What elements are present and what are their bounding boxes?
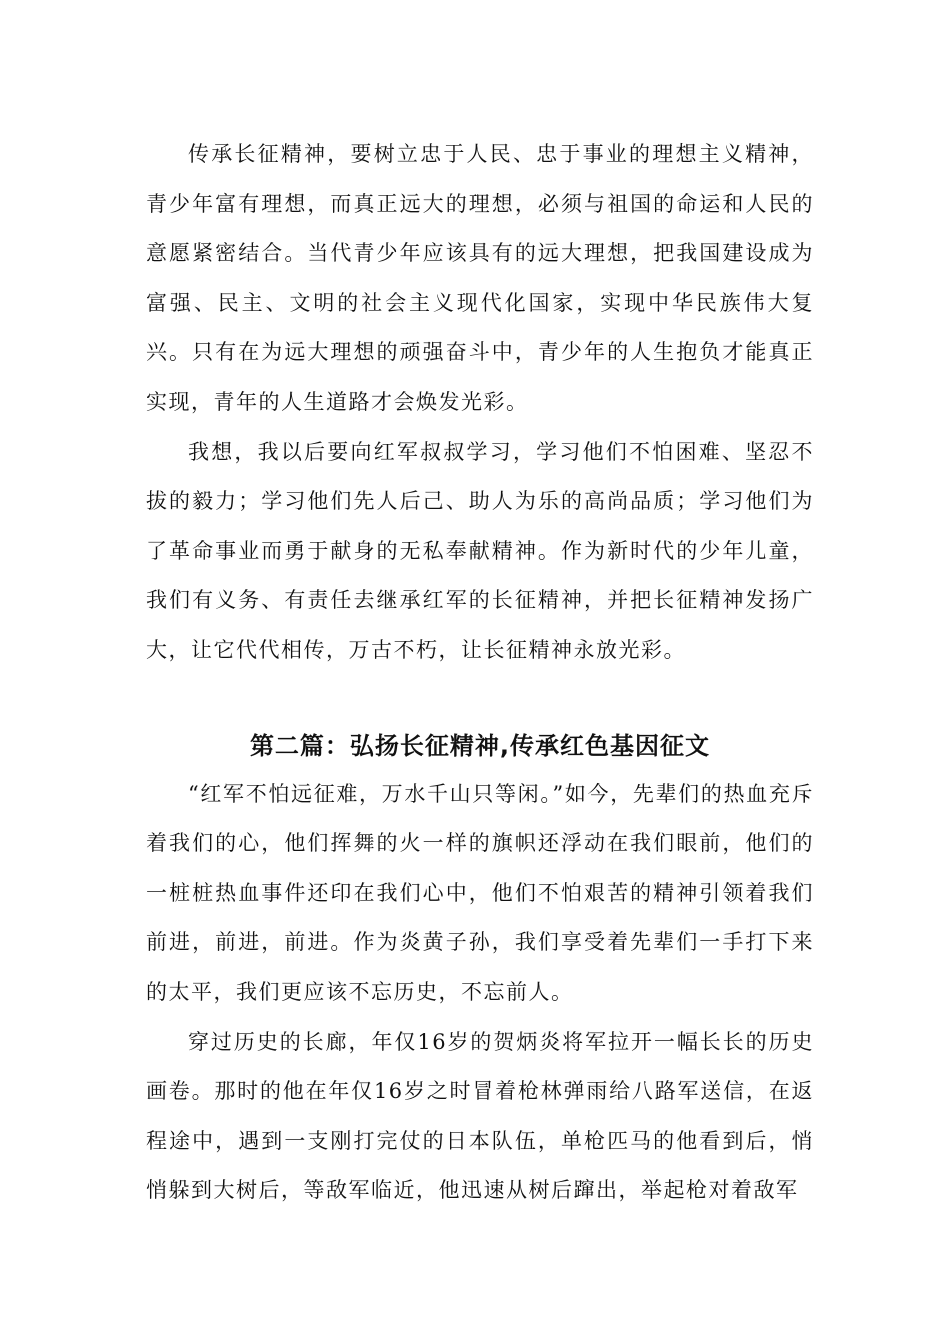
section-title: 第二篇：弘扬长征精神,传承红色基因征文 (249, 731, 711, 760)
document-body (146, 130, 814, 1216)
paragraph-he-binyan-story: 穿过历史的长廊，年仅16岁的贺炳炎将军拉开一幅长长的历史画卷。那时的他在年仅16岁之时冒着枪林弹雨给八路军送信，在返程途中，遇到一支刚打完仗的日本队伍，单枪匹马的他看到后，悄悄躲到大树后，等敌军临近，他迅速从树后蹿出，举起枪对着敌军 (146, 1029, 814, 1203)
paragraph-red-army-poem: “红军不怕远征难，万水千山只等闲。”如今，先辈们的热血充斥着我们的心，他们挥舞的火一样的旗帜还浮动在我们眼前，他们的一桩桩热血事件还印在我们心中，他们不怕艰苦的精神引领着我们前进，前进，前进。作为炎黄子孙，我们享受着先辈们一手打下来的太平，我们更应该不忘历史，不忘前人。 (146, 781, 814, 1004)
paragraph-ideal-spirit: 传承长征精神，要树立忠于人民、忠于事业的理想主义精神，青少年富有理想，而真正远大的理想，必须与祖国的命运和人民的意愿紧密结合。当代青少年应该具有的远大理想，把我国建设成为富强、民主、文明的社会主义现代化国家，实现中华民族伟大复兴。只有在为远大理想的顽强奋斗中，青少年的人生抱负才能真正实现，青年的人生道路才会焕发光彩。 (146, 142, 814, 414)
paragraph-learn-from-red-army: 我想，我以后要向红军叔叔学习，学习他们不怕困难、坚忍不拔的毅力；学习他们先人后己、助人为乐的高尚品质；学习他们为了革命事业而勇于献身的无私奉献精神。作为新时代的少年儿童，我们有义务、有责任去继承红军的长征精神，并把长征精神发扬广大，让它代代相传，万古不朽，让长征精神永放光彩。 (146, 439, 814, 662)
